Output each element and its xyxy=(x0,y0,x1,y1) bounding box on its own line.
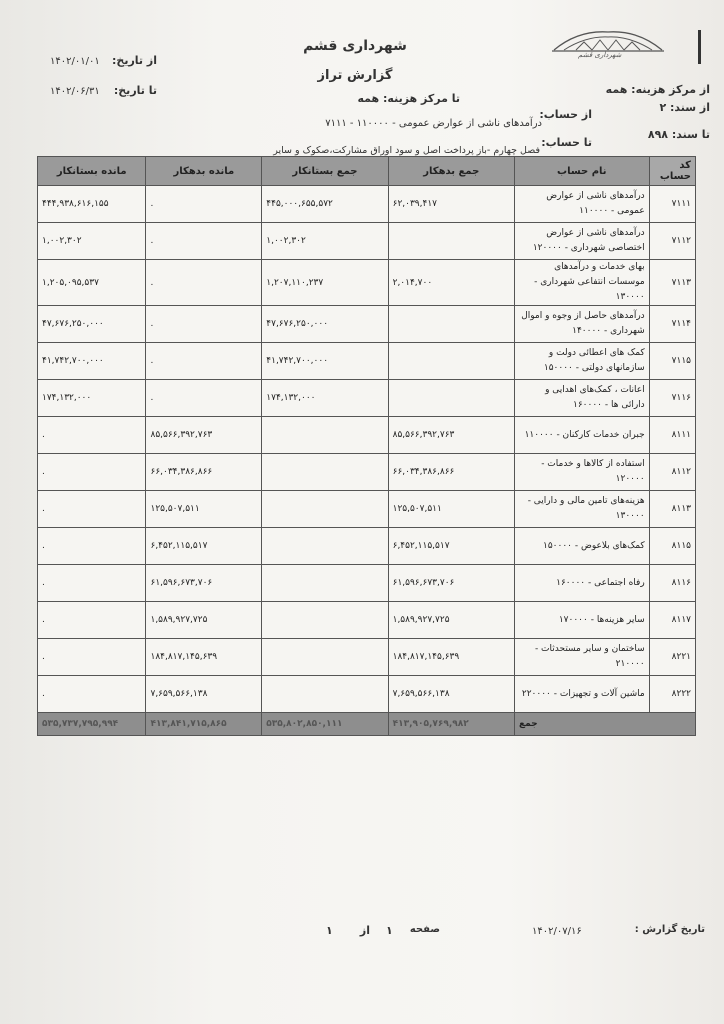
account-code: ۷۱۱۲ xyxy=(649,223,695,260)
account-name: سایر هزینه‌ها - ۱۷۰۰۰۰ xyxy=(514,602,649,639)
credit-sum-cell xyxy=(262,528,388,565)
debit-sum-cell: ۱,۵۸۹,۹۲۷,۷۲۵ xyxy=(388,602,514,639)
col-header-credit-balance: مانده بستانکار xyxy=(38,157,146,186)
credit-balance-cell: . xyxy=(38,491,146,528)
debit-sum-cell xyxy=(388,223,514,260)
credit-balance-cell: . xyxy=(38,676,146,713)
credit-balance-cell: . xyxy=(38,454,146,491)
debit-balance-cell: ۶,۴۵۲,۱۱۵,۵۱۷ xyxy=(146,528,262,565)
account-code: ۸۱۱۱ xyxy=(649,417,695,454)
total-debit-sum: ۴۱۳,۹۰۵,۷۶۹,۹۸۲ xyxy=(388,713,514,736)
account-name: هزینه‌های تامین مالی و دارایی - ۱۳۰۰۰۰ xyxy=(514,491,649,528)
to-doc: تا سند: ۸۹۸ xyxy=(647,128,710,141)
debit-sum-cell: ۶۶,۰۳۴,۳۸۶,۸۶۶ xyxy=(388,454,514,491)
page-label: صفحه xyxy=(409,924,440,935)
table-row xyxy=(38,528,696,565)
account-code: ۷۱۱۵ xyxy=(649,343,695,380)
debit-balance-cell: ۷,۶۵۹,۵۶۶,۱۳۸ xyxy=(146,676,262,713)
from-date-label: از تاریخ: xyxy=(112,54,157,67)
debit-balance-cell: . xyxy=(146,343,262,380)
from-account-value: درآمدهای ناشی از عوارض عمومی - ۱۱۰۰۰۰ - ۷۱۱۱ xyxy=(325,118,542,129)
debit-balance-cell: . xyxy=(146,260,262,306)
debit-sum-cell xyxy=(388,343,514,380)
credit-sum-cell xyxy=(262,491,388,528)
account-name: بهای خدمات و درآمدهای موسسات انتفاعی شهرداری - ۱۳۰۰۰۰ xyxy=(514,260,649,306)
credit-balance-cell: ۴۱,۷۴۲,۷۰۰,۰۰۰ xyxy=(38,343,146,380)
account-name: رفاه اجتماعی - ۱۶۰۰۰۰ xyxy=(514,565,649,602)
table-row xyxy=(38,260,696,306)
debit-balance-cell: . xyxy=(146,306,262,343)
total-row xyxy=(38,713,696,736)
table-row xyxy=(38,186,696,223)
table-row xyxy=(38,676,696,713)
page-current: ۱ xyxy=(386,924,393,937)
to-date-label: تا تاریخ: xyxy=(113,84,157,97)
account-name: اعانات ، کمک‌های اهدایی و دارائی ها - ۱۶۰۰۰۰ xyxy=(514,380,649,417)
debit-sum-cell: ۱۸۴,۸۱۷,۱۴۵,۶۳۹ xyxy=(388,639,514,676)
account-code: ۸۲۲۲ xyxy=(649,676,695,713)
credit-balance-cell: ۱,۰۰۲,۳۰۲ xyxy=(38,223,146,260)
table-row xyxy=(38,223,696,260)
from-account-label: از حساب: xyxy=(539,108,592,121)
col-header-debit-balance: مانده بدهکار xyxy=(146,157,262,186)
table-row xyxy=(38,639,696,676)
credit-balance-cell: . xyxy=(38,417,146,454)
col-header-code: کد حساب xyxy=(649,157,695,186)
credit-balance-cell: ۴۷,۶۷۶,۲۵۰,۰۰۰ xyxy=(38,306,146,343)
credit-sum-cell: ۱۷۴,۱۳۲,۰۰۰ xyxy=(262,380,388,417)
total-credit-sum: ۵۳۵,۸۰۲,۸۵۰,۱۱۱ xyxy=(262,713,388,736)
credit-sum-cell: ۱,۰۰۲,۳۰۲ xyxy=(262,223,388,260)
credit-sum-cell xyxy=(262,565,388,602)
debit-balance-cell: ۶۱,۵۹۶,۶۷۳,۷۰۶ xyxy=(146,565,262,602)
debit-sum-cell: ۱۲۵,۵۰۷,۵۱۱ xyxy=(388,491,514,528)
page-total: ۱ xyxy=(326,924,333,937)
credit-sum-cell: ۱,۲۰۷,۱۱۰,۲۳۷ xyxy=(262,260,388,306)
total-credit-balance: ۵۳۵,۷۳۷,۷۹۵,۹۹۴ xyxy=(38,713,146,736)
from-date-value: ۱۴۰۲/۰۱/۰۱ xyxy=(50,56,100,67)
account-name: جبران خدمات کارکنان - ۱۱۰۰۰۰ xyxy=(514,417,649,454)
col-header-name: نام حساب xyxy=(514,157,649,186)
table-header-row xyxy=(38,157,696,186)
account-name: ساختمان و سایر مستحدثات - ۲۱۰۰۰۰ xyxy=(514,639,649,676)
report-title: گزارش تراز xyxy=(317,68,393,83)
from-cost-center: از مرکز هزینه: همه xyxy=(605,83,710,96)
total-debit-balance: ۴۱۳,۸۴۱,۷۱۵,۸۶۵ xyxy=(146,713,262,736)
credit-balance-cell: . xyxy=(38,565,146,602)
account-code: ۸۱۱۶ xyxy=(649,565,695,602)
from-doc: از سند: ۲ xyxy=(659,101,710,114)
credit-sum-cell: ۴۱,۷۴۲,۷۰۰,۰۰۰ xyxy=(262,343,388,380)
account-name: کمک های اعطائی دولت و سازمانهای دولتی - ۱۵۰۰۰۰ xyxy=(514,343,649,380)
credit-sum-cell xyxy=(262,602,388,639)
debit-sum-cell: ۲,۰۱۴,۷۰۰ xyxy=(388,260,514,306)
table-row xyxy=(38,602,696,639)
credit-balance-cell: . xyxy=(38,602,146,639)
account-code: ۷۱۱۱ xyxy=(649,186,695,223)
account-code: ۸۱۱۲ xyxy=(649,454,695,491)
to-account-label: تا حساب: xyxy=(541,136,592,149)
debit-sum-cell xyxy=(388,380,514,417)
account-code: ۷۱۱۳ xyxy=(649,260,695,306)
col-header-debit-sum: جمع بدهکار xyxy=(388,157,514,186)
account-code: ۸۱۱۳ xyxy=(649,491,695,528)
account-code: ۸۱۱۵ xyxy=(649,528,695,565)
account-name: کمک‌های بلاعوض - ۱۵۰۰۰۰ xyxy=(514,528,649,565)
credit-balance-cell: ۴۴۴,۹۳۸,۶۱۶,۱۵۵ xyxy=(38,186,146,223)
table-row xyxy=(38,306,696,343)
debit-balance-cell: . xyxy=(146,380,262,417)
debit-sum-cell: ۶,۴۵۲,۱۱۵,۵۱۷ xyxy=(388,528,514,565)
account-name: درآمدهای حاصل از وجوه و اموال شهرداری - ۱۴۰۰۰۰ xyxy=(514,306,649,343)
account-code: ۷۱۱۶ xyxy=(649,380,695,417)
account-name: درآمدهای ناشی از عوارض اختصاصی شهرداری - ۱۲۰۰۰۰ xyxy=(514,223,649,260)
debit-balance-cell: ۱۸۴,۸۱۷,۱۴۵,۶۳۹ xyxy=(146,639,262,676)
debit-balance-cell: . xyxy=(146,186,262,223)
account-code: ۸۱۱۷ xyxy=(649,602,695,639)
debit-sum-cell: ۶۱,۵۹۶,۶۷۳,۷۰۶ xyxy=(388,565,514,602)
credit-sum-cell: ۴۷,۶۷۶,۲۵۰,۰۰۰ xyxy=(262,306,388,343)
account-code: ۷۱۱۴ xyxy=(649,306,695,343)
report-date-value: ۱۴۰۲/۰۷/۱۶ xyxy=(532,926,582,937)
total-label: جمع xyxy=(514,713,695,736)
credit-sum-cell: ۴۴۵,۰۰۰,۶۵۵,۵۷۲ xyxy=(262,186,388,223)
col-header-credit-sum: جمع بستانکار xyxy=(262,157,388,186)
account-name: ماشین آلات و تجهیزات - ۲۲۰۰۰۰ xyxy=(514,676,649,713)
credit-sum-cell xyxy=(262,417,388,454)
debit-sum-cell: ۷,۶۵۹,۵۶۶,۱۳۸ xyxy=(388,676,514,713)
trial-balance-table xyxy=(37,156,696,736)
table-row xyxy=(38,565,696,602)
debit-sum-cell: ۸۵,۵۶۶,۳۹۲,۷۶۳ xyxy=(388,417,514,454)
to-cost-center: تا مرکز هزینه: همه xyxy=(357,92,460,105)
table-row xyxy=(38,491,696,528)
table-row xyxy=(38,343,696,380)
debit-balance-cell: ۱,۵۸۹,۹۲۷,۷۲۵ xyxy=(146,602,262,639)
debit-sum-cell: ۶۲,۰۳۹,۴۱۷ xyxy=(388,186,514,223)
debit-balance-cell: ۸۵,۵۶۶,۳۹۲,۷۶۳ xyxy=(146,417,262,454)
account-name: استفاده از کالاها و خدمات - ۱۲۰۰۰۰ xyxy=(514,454,649,491)
account-code: ۸۲۲۱ xyxy=(649,639,695,676)
debit-balance-cell: . xyxy=(146,223,262,260)
table-row xyxy=(38,454,696,491)
debit-balance-cell: ۱۲۵,۵۰۷,۵۱۱ xyxy=(146,491,262,528)
credit-sum-cell xyxy=(262,454,388,491)
to-account-value: فصل چهارم -باز پرداخت اصل و سود اوراق مشارکت،صکوک و سایر xyxy=(273,145,540,156)
page-of: از xyxy=(359,924,370,937)
account-name: درآمدهای ناشی از عوارض عمومی - ۱۱۰۰۰۰ xyxy=(514,186,649,223)
table-row xyxy=(38,380,696,417)
credit-balance-cell: . xyxy=(38,639,146,676)
debit-sum-cell xyxy=(388,306,514,343)
debit-balance-cell: ۶۶,۰۳۴,۳۸۶,۸۶۶ xyxy=(146,454,262,491)
page-edge-mark xyxy=(698,30,701,64)
credit-sum-cell xyxy=(262,639,388,676)
credit-balance-cell: ۱,۲۰۵,۰۹۵,۵۳۷ xyxy=(38,260,146,306)
credit-balance-cell: . xyxy=(38,528,146,565)
logo-caption: شهرداری قشم xyxy=(578,51,622,59)
credit-sum-cell xyxy=(262,676,388,713)
table-row xyxy=(38,417,696,454)
credit-balance-cell: ۱۷۴,۱۳۲,۰۰۰ xyxy=(38,380,146,417)
report-date-label: تاریخ گزارش : xyxy=(634,924,705,935)
org-title: شهرداری قشم xyxy=(303,38,407,54)
to-date-value: ۱۴۰۲/۰۶/۳۱ xyxy=(50,86,100,97)
